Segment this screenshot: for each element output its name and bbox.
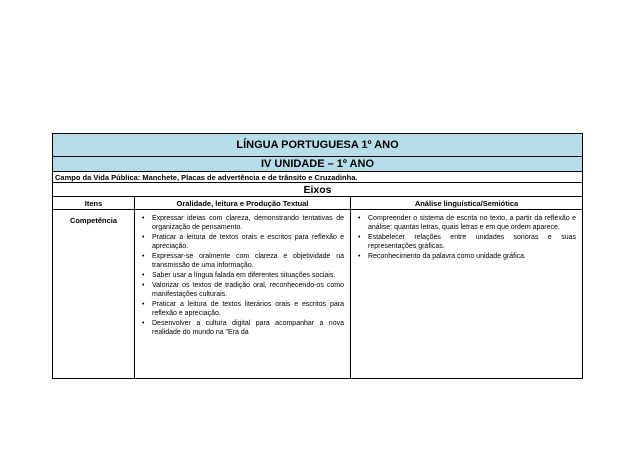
bullet-icon: • [142,234,145,241]
field-description: Campo da Vida Pública: Manchete, Placas de advertência e de trânsito e Cruzadinha. [53,172,583,183]
list-item-text: Praticar a leitura de textos literários orais e escritos para reflexão e apreciação. [152,301,344,317]
bullet-icon: • [358,215,361,222]
list-item [141,252,344,270]
list-item-text: Expressar ideias com clareza, demonstrando tentativas de organização de pensamento. [152,215,344,231]
bullet-icon: • [142,282,145,289]
bullet-icon: • [142,272,145,279]
list-item [141,271,344,280]
list-item [141,300,344,318]
row-label-competencia: Competência [53,210,135,379]
list-item-text: Praticar a leitura de textos orais e escritos para reflexão e apreciação. [152,234,344,250]
bullet-icon: • [358,253,361,260]
axes-heading: Eixos [53,183,583,197]
list-item-text: Desenvolver a cultura digital para acompanhar a nova realidade do mundo na "Era da [152,320,344,336]
list-item [141,233,344,251]
document-title: LÍNGUA PORTUGUESA 1º ANO [53,134,583,157]
list-item-text: Valorizar os textos de tradição oral, reconhecendo-os como manifestações culturais. [152,282,344,298]
list-item-text: Saber usar a língua falada em diferentes situações sociais. [152,272,336,279]
list-item [141,281,344,299]
list-item-text: Compreender o sistema de escrita no texto, a partir da reflexão e análise: quantas letras, quais letras e em que ordem aparece. [368,215,576,231]
list-item-text: Reconhecimento da palavra como unidade gráfica. [368,253,526,260]
list-item [357,214,576,232]
bullet-icon: • [142,320,145,327]
list-item [141,319,344,337]
column-header-orality: Oralidade, leitura e Produção Textual [135,197,351,210]
list-item [141,214,344,232]
bullet-icon: • [142,215,145,222]
bullet-icon: • [358,234,361,241]
column-header-items: Itens [53,197,135,210]
curriculum-table [52,133,583,379]
list-item [357,252,576,261]
unit-heading: IV UNIDADE – 1º ANO [53,157,583,172]
analysis-cell [351,210,583,379]
list-item-text: Expressar-se oralmente com clareza e objetividade na transmissão de uma informação. [152,253,344,269]
list-item-text: Estabelecer relações entre unidades sonoras e suas representações gráficas. [368,234,576,250]
column-header-analysis: Análise linguística/Semiótica [351,197,583,210]
orality-cell [135,210,351,379]
list-item [357,233,576,251]
analysis-bullet-list [351,210,582,261]
bullet-icon: • [142,301,145,308]
bullet-icon: • [142,253,145,260]
orality-bullet-list [135,210,350,337]
